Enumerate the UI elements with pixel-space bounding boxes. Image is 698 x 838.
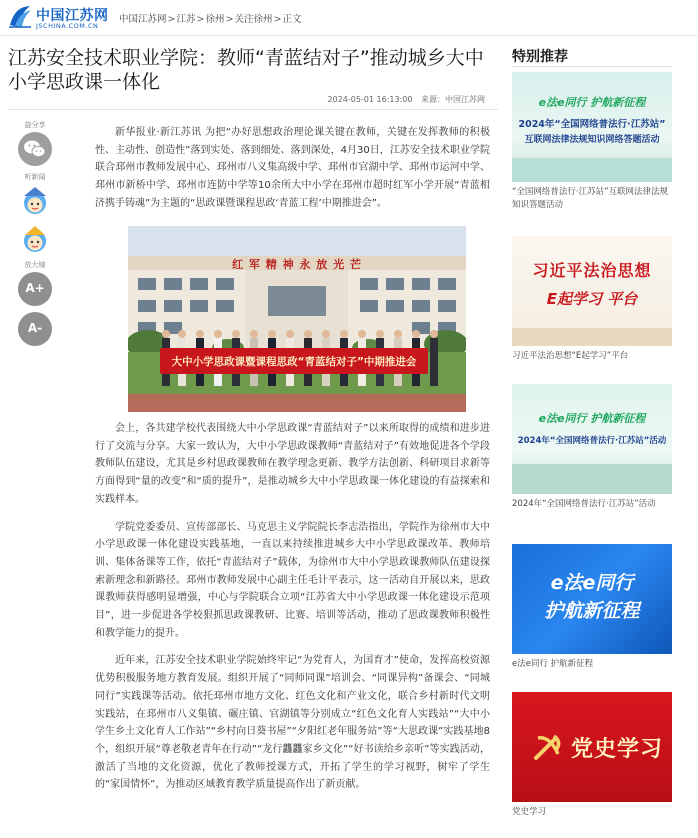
- sidebar-card[interactable]: [512, 544, 672, 671]
- article-paragraph: 学院党委委员、宣传部部长、马克思主义学院院长李志浩指出，学院作为徐州市大中小学思政课一体化建设实践基地，一直以来持续推进城乡大中小学思政课改革、教师培训、集体备课等工作，依托“青蓝结对子”载体，为徐州市大中小学思政课教师队伍建设探索新理念和新路径。邳州市教师发展中心副主任毛计平表示，这一活动自开展以来，思政课教师获得感明显增强，中心与学院联合立项“江苏省大中小学思政课一体化建设示范项目”，进一步促进各学校狠抓思政课教研、比赛、培训等活动，推动了思政课教师积极性和教学能力的提升。: [95, 521, 490, 639]
- sidebar-card-caption[interactable]: 党史学习: [512, 807, 547, 817]
- mascot-icon: [18, 184, 52, 218]
- breadcrumb-separator: >: [196, 14, 205, 25]
- zoom-out-icon: A-: [27, 321, 43, 335]
- site-logo[interactable]: [6, 3, 109, 33]
- zoom-label: 放大镜: [24, 261, 46, 269]
- sidebar-card-caption[interactable]: 习近平法治思想“E起学习”平台: [512, 351, 629, 361]
- sidebar-title: 特别推荐: [512, 49, 568, 65]
- logo-subtext: JSCHINA.COM.CN: [36, 22, 99, 30]
- article-photo: [128, 226, 466, 412]
- title-divider: [8, 109, 498, 110]
- promo-line: 护航新征程: [544, 600, 640, 622]
- article-date: 2024-05-01 16:13:00: [327, 95, 413, 104]
- listen-news-avatar-button-2[interactable]: [18, 222, 52, 256]
- promo-line: E起学习 平台: [546, 290, 638, 308]
- article-paragraph: 会上，各共建学校代表围绕大中小学思政课“青蓝结对子”以来所取得的成绩和进步进行了交流与分享。大家一致认为，大中小学思政课教师“青蓝结对子”有效地促进各个学段教师队伍建设，尤其是乡村思政课教师在教学理念更新、教学方法创新、科研项目求新等方面得到“量的改变”和“质的提升”，是推动城乡大中小学思政课一体化建设的有益探索和实践样本。: [95, 423, 490, 505]
- article-meta: [8, 94, 485, 105]
- zoom-in-icon: A+: [25, 281, 45, 295]
- promo-heading: 习近平法治思想: [532, 261, 652, 280]
- logo-text: 中国江苏网: [36, 8, 109, 24]
- sidebar-divider: [512, 66, 672, 67]
- photo-banner-text: 大中小学思政课暨课程思政“青蓝结对子”中期推进会: [171, 356, 417, 368]
- sidebar-card-caption[interactable]: “全国网络普法行·江苏站”互联网法律法规知识答题活动: [512, 187, 669, 210]
- sidebar-card-caption[interactable]: 2024年“全国网络普法行·江苏站”活动: [512, 499, 656, 509]
- article-body: [95, 124, 490, 794]
- sidebar-card-image[interactable]: [512, 544, 672, 654]
- wechat-share-button[interactable]: [18, 132, 52, 166]
- sidebar-card-image[interactable]: [512, 384, 672, 494]
- promo-heading: e法e同行 护航新征程: [538, 96, 646, 109]
- breadcrumb-item-home[interactable]: 中国江苏网: [119, 14, 167, 25]
- promo-footer-band: [512, 328, 672, 346]
- article-toolbar: [15, 120, 55, 352]
- sidebar-card[interactable]: [512, 236, 672, 363]
- breadcrumb-item-jiangsu[interactable]: 江苏: [176, 14, 196, 25]
- listen-news-avatar-button[interactable]: [18, 184, 52, 218]
- promo-footer-band: [512, 464, 672, 494]
- breadcrumb-separator: >: [225, 14, 234, 25]
- promo-heading: e法e同行 护航新征程: [538, 412, 646, 425]
- zoom-in-button[interactable]: [18, 272, 52, 306]
- article-paragraph: 新华报业·新江苏讯 为把“办好思想政治理论课关键在教师，关键在发挥教师的积极性、主动性、创造性”落到实处、落到细处、落到深处，4月30日，江苏安全技术职业学院联合邳州市教师发展中心、邳州市八义集高级中学、邳州市官湖中学、邳州市运河中学、邳州市新桥中学、邳州市连防中学等10余所大中小学在邳州市超时红军小学开展“青蓝相济携手铸魂”为主题的“思政课暨课程思政‘青蓝工程’中期推进会”。: [95, 127, 490, 209]
- promo-line: 2024年“全国网络普法行·江苏站”: [518, 119, 666, 130]
- breadcrumb-separator: >: [167, 14, 176, 25]
- sidebar-card[interactable]: [512, 692, 672, 819]
- sidebar-card-image[interactable]: [512, 72, 672, 182]
- share-label: 旋分享: [24, 121, 46, 129]
- sidebar-card-image[interactable]: [512, 692, 672, 802]
- sidebar-card-image[interactable]: [512, 236, 672, 346]
- article-source-label: 来源：: [421, 95, 445, 104]
- promo-heading: e法e同行: [550, 572, 634, 594]
- sidebar-card-caption[interactable]: e法e同行 护航新征程: [512, 659, 594, 669]
- group-photo-image: [128, 226, 466, 412]
- breadcrumb-item-focus-xuzhou[interactable]: 关注徐州: [234, 14, 273, 25]
- breadcrumb-separator: >: [273, 14, 282, 25]
- site-header: [0, 0, 698, 36]
- sidebar-card[interactable]: [512, 384, 672, 511]
- promo-line: 互联网法律法规知识网络答题活动: [524, 135, 660, 145]
- breadcrumb-item-xuzhou[interactable]: 徐州: [205, 14, 225, 25]
- zoom-out-button[interactable]: [18, 312, 52, 346]
- promo-line: 2024年“全国网络普法行·江苏站”活动: [517, 436, 667, 446]
- promo-heading: 党史学习: [570, 737, 663, 762]
- listen-label: 听新闻: [24, 173, 46, 181]
- logo-icon: [6, 3, 34, 31]
- mascot-icon: [18, 222, 52, 256]
- wechat-icon: [18, 132, 52, 166]
- article-source[interactable]: 中国江苏网: [445, 95, 485, 104]
- breadcrumb: [119, 11, 301, 25]
- article-title: 江苏安全技术职业学院：教师“青蓝结对子”推动城乡大中小学思政课一体化: [8, 47, 484, 93]
- sidebar-card[interactable]: [512, 72, 672, 212]
- breadcrumb-item-current: 正文: [282, 14, 302, 25]
- photo-top-slogan: 红 军 精 神 永 放 光 芒: [232, 258, 362, 271]
- promo-footer-band: [512, 158, 672, 182]
- article-paragraph: 近年来，江苏安全技术职业学院始终牢记“为党育人，为国育才”使命，发挥高校资源优势积极服务地方教育发展。组织开展了“同师同课”培训会、“同课异构”备课会、“同城同行”实践课等活动。依托邳州市地方文化、红色文化和产业文化，联合乡村新时代文明实践站，在邳州市八义集镇、碾庄镇、官湖镇等分别成立“红色文化育人实践站”“大中小学生乡土文化育人工作站”“乡村向日葵书屋”“夕阳红老年服务站”等“大思政课”实践基地8个，组织开展“尊老敬老青年在行动”“龙行龘龘家乡文化”“好书读给乡亲听”等实践活动，激活了当地的文化资源，优化了教师授课方式，开拓了学生的学习视野，树牢了学生的“家国情怀”，为推动区域教育教学质量提高作出了新贡献。: [95, 655, 490, 791]
